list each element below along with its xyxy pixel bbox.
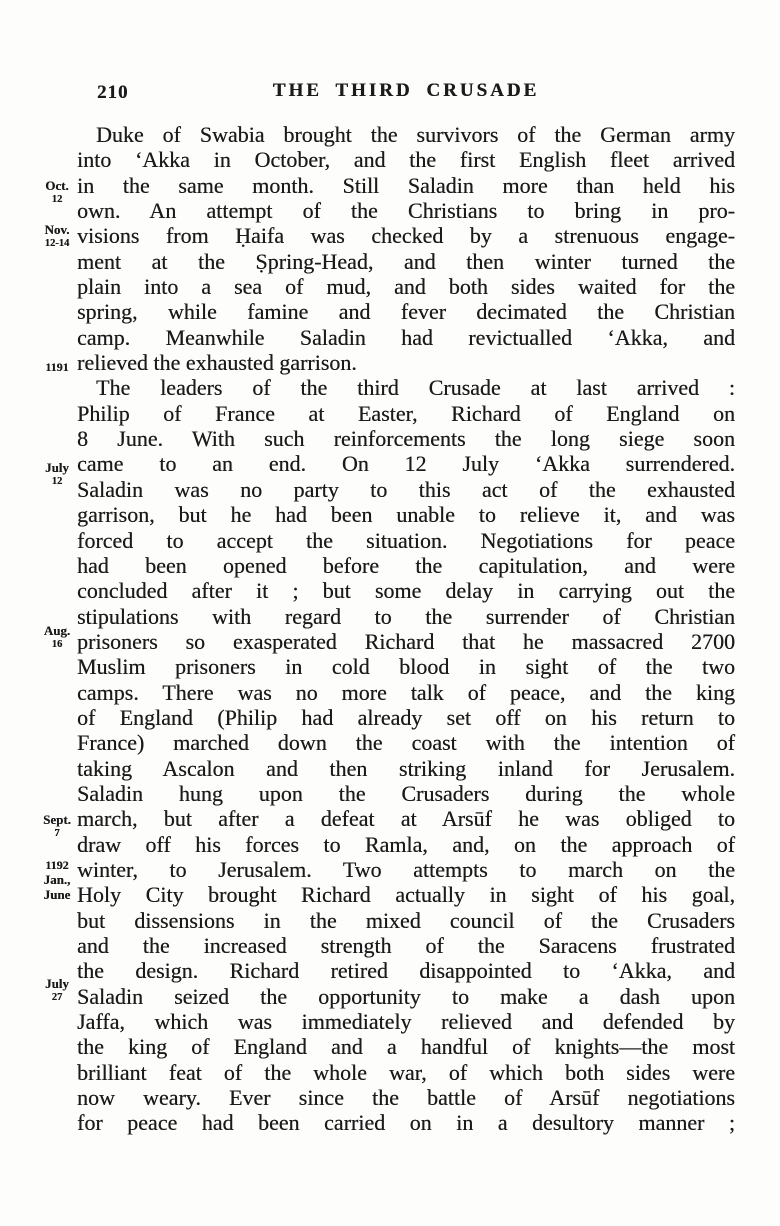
text-line: Saladin was no party to this act of the exhausted: [77, 476, 735, 502]
text-line: Holy City brought Richard actually in sight of his goal,: [77, 882, 735, 908]
text-line: had been opened before the capitulation, and were: [77, 552, 735, 578]
margin-note-line: July: [45, 460, 69, 475]
text-line: concluded after it ; but some delay in carrying out the: [77, 578, 735, 604]
text-line: the king of England and a handful of knights—the most: [77, 1034, 735, 1060]
text-line: Philip of France at Easter, Richard of England on: [77, 400, 735, 426]
text-line: relieved the exhausted garrison.: [77, 350, 357, 376]
margin-note-line: 12: [51, 476, 63, 487]
body-text: [77, 122, 735, 1136]
margin-note-line: 1192: [45, 858, 69, 872]
margin-note-line: 7: [54, 828, 60, 839]
text-line: winter, to Jerusalem. Two attempts to march on the: [77, 856, 735, 882]
text-line: brilliant feat of the whole war, of which both sides were: [77, 1059, 735, 1085]
margin-note-line: Jan.,: [43, 872, 71, 887]
text-line: draw off his forces to Ramla, and, on the approach of: [77, 831, 735, 857]
text-line: Saladin hung upon the Crusaders during the whole: [77, 780, 735, 806]
page-title: THE THIRD CRUSADE: [272, 80, 540, 101]
text-line: France) marched down the coast with the intention of: [77, 730, 735, 756]
text-line: of England (Philip had already set off on his return to: [77, 704, 735, 730]
text-line: and the increased strength of the Saracens frustrated: [77, 933, 735, 958]
margin-note-date: [36, 976, 78, 1004]
text-line: ment at the Ṣpring-Head, and then winter turned the: [77, 248, 735, 274]
text-line: came to an end. On 12 July ‘Akka surrendered.: [77, 451, 735, 477]
margin-note-line: 27: [51, 992, 63, 1003]
margin-note-line: 12-14: [44, 238, 70, 249]
text-line: 8 June. With such reinforcements the long siege soon: [77, 426, 735, 452]
text-line: but dissensions in the mixed council of the Crusaders: [77, 907, 735, 933]
margin-note-line: 12: [51, 194, 63, 205]
text-line: the design. Richard retired disappointed to ‘Akka, and: [77, 958, 735, 984]
margin-note-date: [36, 178, 78, 206]
margin-note-line: 16: [51, 639, 63, 650]
margin-note-line: Oct.: [45, 178, 69, 193]
text-line: march, but after a defeat at Arsūf he was obliged to: [77, 806, 735, 832]
text-line: visions from Ḥaifa was checked by a strenuous engage-: [77, 223, 735, 249]
margin-note-line: June: [43, 887, 71, 902]
text-line: taking Ascalon and then striking inland for Jerusalem.: [77, 755, 735, 781]
margin-note-line: Sept.: [43, 812, 71, 827]
text-line: now weary. Ever since the battle of Arsūf negotiations: [77, 1085, 735, 1111]
margin-note-date: [36, 623, 78, 651]
margin-note-line: July: [45, 976, 69, 991]
margin-note-line: Nov.: [44, 222, 70, 237]
margin-note-line: 1191: [45, 360, 69, 374]
running-head: [0, 80, 780, 104]
margin-note-date: [36, 812, 78, 840]
margin-note-date: [36, 222, 78, 250]
text-line: Muslim prisoners in cold blood in sight of the two: [77, 654, 735, 680]
text-line: own. An attempt of the Christians to bring in pro-: [77, 198, 735, 224]
text-line: into ‘Akka in October, and the first English fleet arrived: [77, 147, 735, 173]
text-line: Jaffa, which was immediately relieved and defended by: [77, 1009, 735, 1035]
text-line: Saladin seized the opportunity to make a dash upon: [77, 983, 735, 1009]
text-line: in the same month. Still Saladin more than held his: [77, 172, 735, 198]
margin-note-line: Aug.: [43, 623, 71, 638]
margin-note-date: [36, 858, 78, 902]
text-line: The leaders of the third Crusade at last arrived :: [96, 375, 735, 401]
text-line: prisoners so exasperated Richard that he massacred 2700: [77, 628, 735, 654]
text-line: spring, while famine and fever decimated the Christian: [77, 299, 735, 325]
margin-notes: [0, 0, 77, 1226]
margin-note-date: [36, 460, 78, 488]
text-line: garrison, but he had been unable to relieve it, and was: [77, 502, 735, 528]
text-line: camp. Meanwhile Saladin had revictualled ‘Akka, and: [77, 324, 735, 350]
margin-note-date: [36, 360, 78, 374]
text-line: Duke of Swabia brought the survivors of the German army: [96, 122, 735, 147]
page-number: 210: [97, 82, 129, 103]
text-line: stipulations with regard to the surrender of Christian: [77, 603, 735, 629]
text-line: plain into a sea of mud, and both sides waited for the: [77, 274, 735, 300]
text-line: for peace had been carried on in a desultory manner ;: [77, 1110, 735, 1136]
text-line: camps. There was no more talk of peace, and the king: [77, 679, 735, 705]
text-line: forced to accept the situation. Negotiations for peace: [77, 527, 735, 553]
